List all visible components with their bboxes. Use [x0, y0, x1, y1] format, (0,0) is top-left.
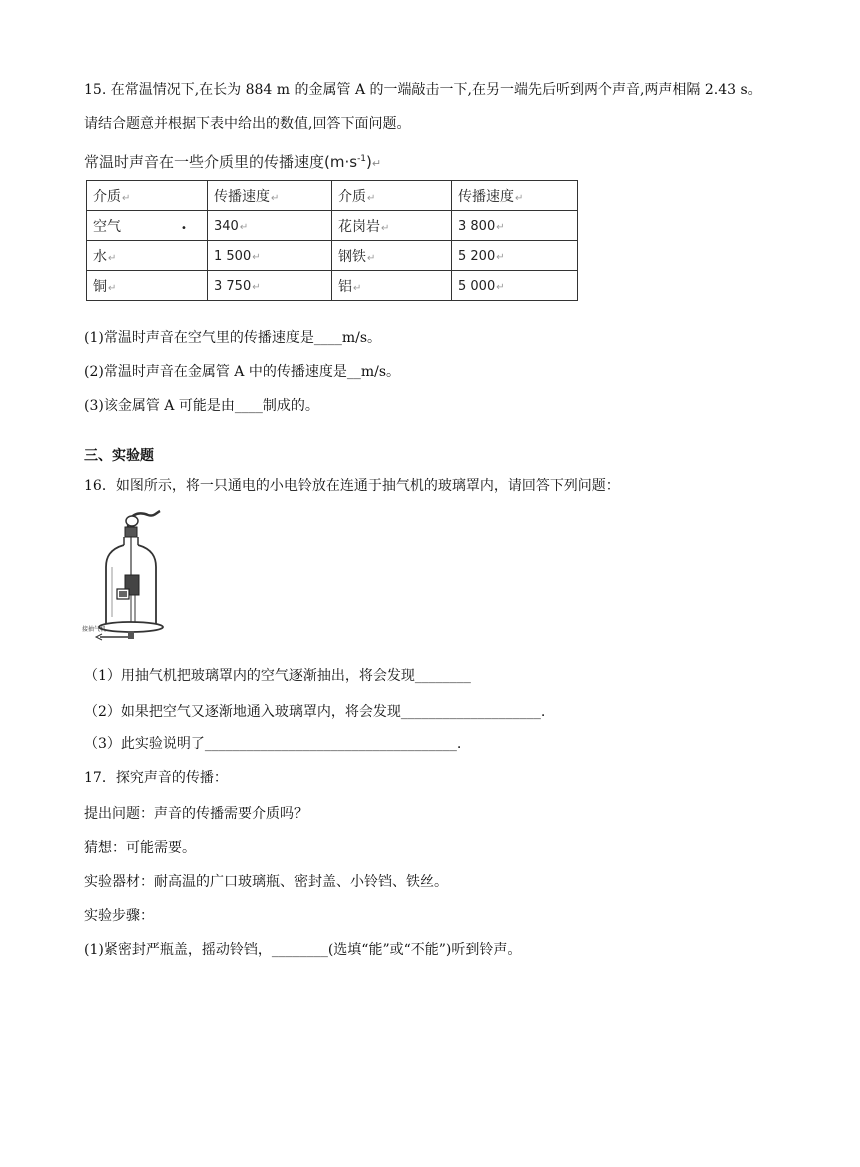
table-row: [87, 211, 578, 241]
q17-stem: 17．探究声音的传播：: [84, 770, 228, 786]
figure-label: 接抽气机: [82, 626, 107, 633]
table-cell: 3 750↵: [208, 271, 332, 301]
q16-sub3: （3）此实验说明了____________________________________.: [84, 736, 462, 752]
table-cell: 水↵: [87, 241, 208, 271]
q16-sub2: （2）如果把空气又逐渐地通入玻璃罩内，将会发现____________________.: [84, 704, 546, 720]
table-title-sup: -1: [357, 154, 367, 164]
q16-stem: 16．如图所示，将一只通电的小电铃放在连通于抽气机的玻璃罩内，请回答下列问题：: [84, 478, 620, 494]
table-title: 常温时声音在一些介质里的传播速度$(m\cdot s^{-1})↵$: [84, 153, 382, 171]
section-heading: 三、实验题: [84, 448, 154, 464]
table-header-row: [87, 181, 578, 211]
q15-sub2: (2)常温时声音在金属管 A 中的传播速度是__m/s。: [84, 364, 401, 380]
table-row: [87, 271, 578, 301]
table-cell: 5 000↵: [452, 271, 578, 301]
q17-guess: 猜想：可能需要。: [84, 840, 196, 856]
bell-jar-figure: [80, 505, 180, 645]
table-title-end: ): [366, 153, 372, 171]
header-cell: 介质↵: [332, 181, 452, 211]
speed-table: [86, 180, 578, 301]
table-cell: 铜↵: [87, 271, 208, 301]
header-cell: 传播速度↵: [452, 181, 578, 211]
q17-steps: 实验步骤：: [84, 908, 154, 924]
table-cell: 钢铁↵: [332, 241, 452, 271]
table-title-text: 常温时声音在一些介质里的传播速度(m·s: [84, 153, 358, 171]
q17-materials: 实验器材：耐高温的广口玻璃瓶、密封盖、小铃铛、铁丝。: [84, 874, 448, 890]
header-cell: 传播速度↵: [208, 181, 332, 211]
q15-sub1: (1)常温时声音在空气里的传播速度是____m/s。: [84, 330, 382, 346]
q15-stem-line1: 15. 在常温情况下,在长为 884 m 的金属管 A 的一端敲击一下,在另一端先后听到两个声音,两声相隔 2.43 s。: [84, 82, 762, 98]
table-cell: 1 500↵: [208, 241, 332, 271]
table-cell: 花岗岩↵: [332, 211, 452, 241]
table-cell: 340↵: [208, 211, 332, 241]
q16-sub1: （1）用抽气机把玻璃罩内的空气逐渐抽出，将会发现________: [84, 668, 471, 684]
q17-step1: (1)紧密封严瓶盖，摇动铃铛，________(选填“能”或“不能”)听到铃声。: [84, 942, 522, 958]
table-cell: 5 200↵: [452, 241, 578, 271]
table-row: [87, 241, 578, 271]
table-cell: 空气 •: [87, 211, 208, 241]
q15-stem-line2: 请结合题意并根据下表中给出的数值,回答下面问题。: [84, 116, 411, 132]
q17-question: 提出问题：声音的传播需要介质吗？: [84, 806, 308, 822]
table-cell: 铝↵: [332, 271, 452, 301]
q15-sub3: (3)该金属管 A 可能是由____制成的。: [84, 398, 319, 414]
header-cell: 介质↵: [87, 181, 208, 211]
table-cell: 3 800↵: [452, 211, 578, 241]
